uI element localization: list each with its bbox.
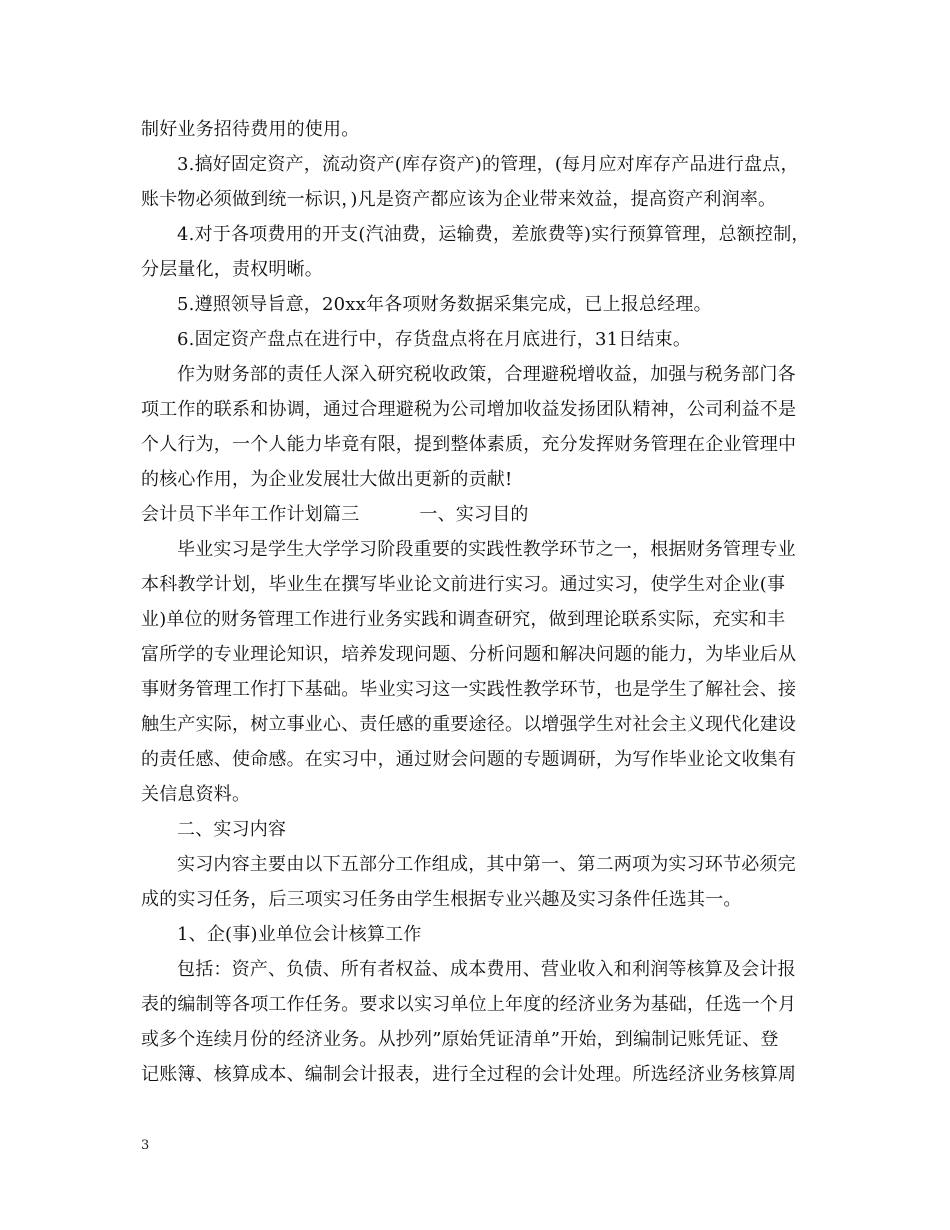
paragraph-line: 作为财务部的责任人深入研究税收政策，合理避税增收益，加强与税务部门各: [177, 364, 796, 385]
section-title: 会计员下半年工作计划篇三: [141, 504, 360, 525]
paragraph-line: 的责任感、使命感。在实习中，通过财会问题的专题调研，为写作毕业论文收集有: [141, 749, 797, 770]
paragraph-line: 事财务管理工作打下基础。毕业实习这一实践性教学环节，也是学生了解社会、接: [141, 679, 797, 700]
paragraph-line: 触生产实际，树立事业心、责任感的重要途径。以增强学生对社会主义现代化建设: [141, 714, 797, 735]
paragraph-line: 关信息资料。: [141, 784, 251, 805]
paragraph-line: 富所学的专业理论知识，培养发现问题、分析问题和解决问题的能力，为毕业后从: [141, 644, 797, 665]
paragraph-line: 5.遵照领导旨意，20xx年各项财务数据采集完成，已上报总经理。: [177, 294, 712, 315]
paragraph-line: 项工作的联系和协调，通过合理避税为公司增加收益发扬团队精神，公司利益不是: [141, 399, 797, 420]
subsection-title: 一、实习目的: [419, 504, 529, 525]
paragraph-line: 分层量化，责权明晰。: [141, 259, 323, 280]
paragraph-line: 的核心作用，为企业发展壮大做出更新的贡献!: [141, 469, 513, 490]
paragraph-line: 实习内容主要由以下五部分工作组成，其中第一、第二两项为实习环节必须完: [177, 854, 796, 875]
paragraph-line: 账卡物必须做到统一标识，)凡是资产都应该为企业带来效益，提高资产利润率。: [141, 189, 777, 210]
page-number: 3: [141, 1138, 150, 1153]
section-heading-line: [141, 497, 831, 532]
item-heading: 1、企(事)业单位会计核算工作: [177, 924, 422, 945]
paragraph-line: 4.对于各项费用的开支(汽油费，运输费，差旅费等)实行预算管理，总额控制，: [177, 224, 810, 245]
paragraph-line: 6.固定资产盘点在进行中，存货盘点将在月底进行，31日结束。: [177, 329, 692, 350]
document-body: [141, 112, 831, 1092]
paragraph-line: 制好业务招待费用的使用。: [141, 119, 360, 140]
paragraph-line: 成的实习任务，后三项实习任务由学生根据专业兴趣及实习条件任选其一。: [141, 889, 742, 910]
paragraph-line: 毕业实习是学生大学学习阶段重要的实践性教学环节之一，根据财务管理专业: [177, 539, 796, 560]
paragraph-line: 本科教学计划，毕业生在撰写毕业论文前进行实习。通过实习，使学生对企业(事: [141, 574, 786, 595]
paragraph-line: 业)单位的财务管理工作进行业务实践和调查研究，做到理论联系实际，充实和丰: [141, 609, 786, 630]
paragraph-line: 表的编制等各项工作任务。要求以实习单位上年度的经济业务为基础，任选一个月: [141, 994, 797, 1015]
paragraph-line: 3.搞好固定资产，流动资产(库存资产)的管理，(每月应对库存产品进行盘点，: [177, 154, 799, 175]
subsection-heading: 二、实习内容: [177, 819, 287, 840]
paragraph-line: 包括：资产、负债、所有者权益、成本费用、营业收入和利润等核算及会计报: [177, 959, 796, 980]
paragraph-line: 记账簿、核算成本、编制会计报表，进行全过程的会计处理。所选经济业务核算周: [141, 1064, 797, 1085]
paragraph-line: 个人行为，一个人能力毕竟有限，提到整体素质，充分发挥财务管理在企业管理中: [141, 434, 797, 455]
paragraph-line: 或多个连续月份的经济业务。从抄列”原始凭证清单”开始，到编制记账凭证、登: [141, 1029, 779, 1050]
